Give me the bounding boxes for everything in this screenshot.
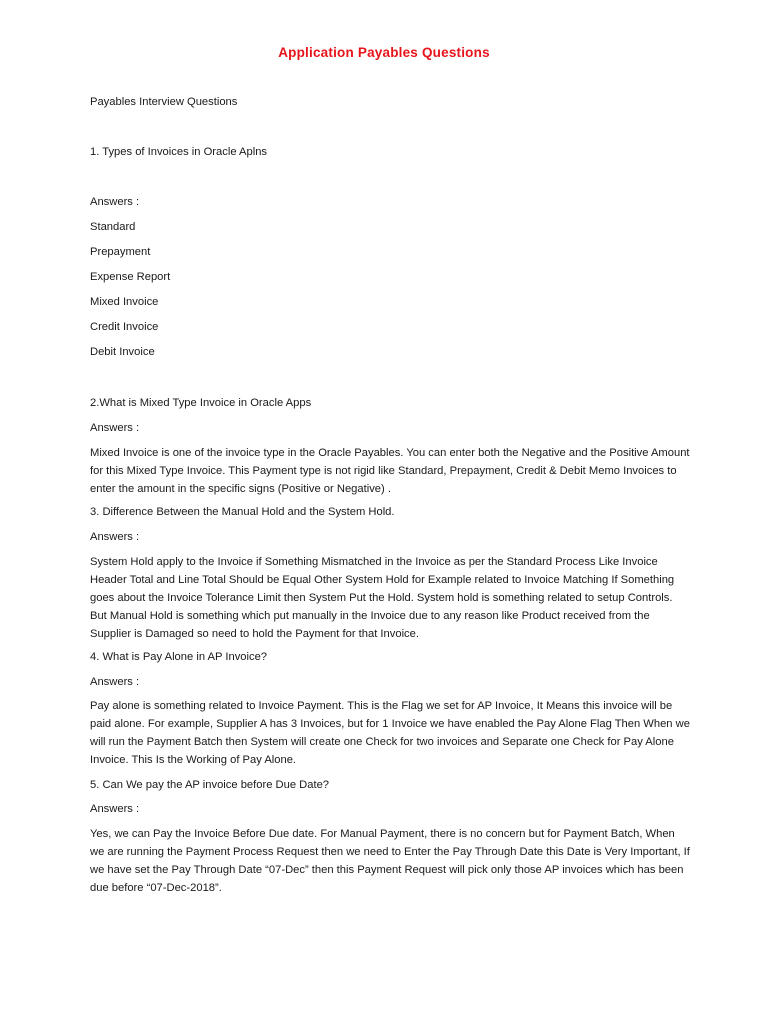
invoice-type-item: Debit Invoice [90,346,155,358]
answer-2: Mixed Invoice is one of the invoice type in the Oracle Payables. You can enter both the Negative and the Positive Amount for this Mixed Type Invoice. This Payment type is not rigid like Standard, Prepayment, Credit & Debit Memo Invoices to enter the amount in the specific signs (Positive or Negative) . [90,447,690,495]
answer-label-5: Answers : [90,803,140,815]
answer-4: Pay alone is something related to Invoice Payment. This is the Flag we set for AP Invoice, It Means this invoice will be paid alone. For example, Supplier A has 3 Invoices, but for 1 Invoice we have enabled the Pay Alone Flag Then When we will run the Payment Batch then System will create one Check for two invoices and Separate one Check for Pay Alone Invoice. This Is the Working of Pay Alone. [90,700,690,766]
answer-label-4: Answers : [90,676,140,688]
question-2: 2.What is Mixed Type Invoice in Oracle Apps [90,397,312,409]
answer-label-1: Answers : [90,196,140,208]
invoice-type-item: Prepayment [90,246,151,258]
question-3: 3. Difference Between the Manual Hold and the System Hold. [90,506,395,518]
invoice-type-item: Standard [90,221,136,233]
document-subtitle: Payables Interview Questions [90,96,238,108]
document-title: Application Payables Questions [278,45,490,60]
answer-label-2: Answers : [90,422,140,434]
invoice-type-item: Expense Report [90,271,171,283]
answer-5: Yes, we can Pay the Invoice Before Due date. For Manual Payment, there is no concern but for Payment Batch, When we are running the Payment Process Request then we need to Enter the Pay Through Date this Date is Very Important, If we have set the Pay Through Date “07-Dec” then this Payment Request will pick only those AP invoices which has been due before “07-Dec-2018”. [90,828,690,894]
answer-label-3: Answers : [90,531,140,543]
question-4: 4. What is Pay Alone in AP Invoice? [90,651,268,663]
answer-3: System Hold apply to the Invoice if Something Mismatched in the Invoice as per the Standard Process Like Invoice Header Total and Line Total Should be Equal Other System Hold for Example related to Invoice Matching If Something goes about the Invoice Tolerance Limit then System Put the Hold. System hold is something related to setup Controls. But Manual Hold is something which put manually in the Invoice due to any reason like Product received from the Supplier is Damaged so need to hold the Payment for that Invoice. [90,556,675,640]
question-5: 5. Can We pay the AP invoice before Due Date? [90,779,330,791]
question-1: 1. Types of Invoices in Oracle Aplns [90,146,268,158]
invoice-type-item: Credit Invoice [90,321,159,333]
invoice-type-item: Mixed Invoice [90,296,159,308]
